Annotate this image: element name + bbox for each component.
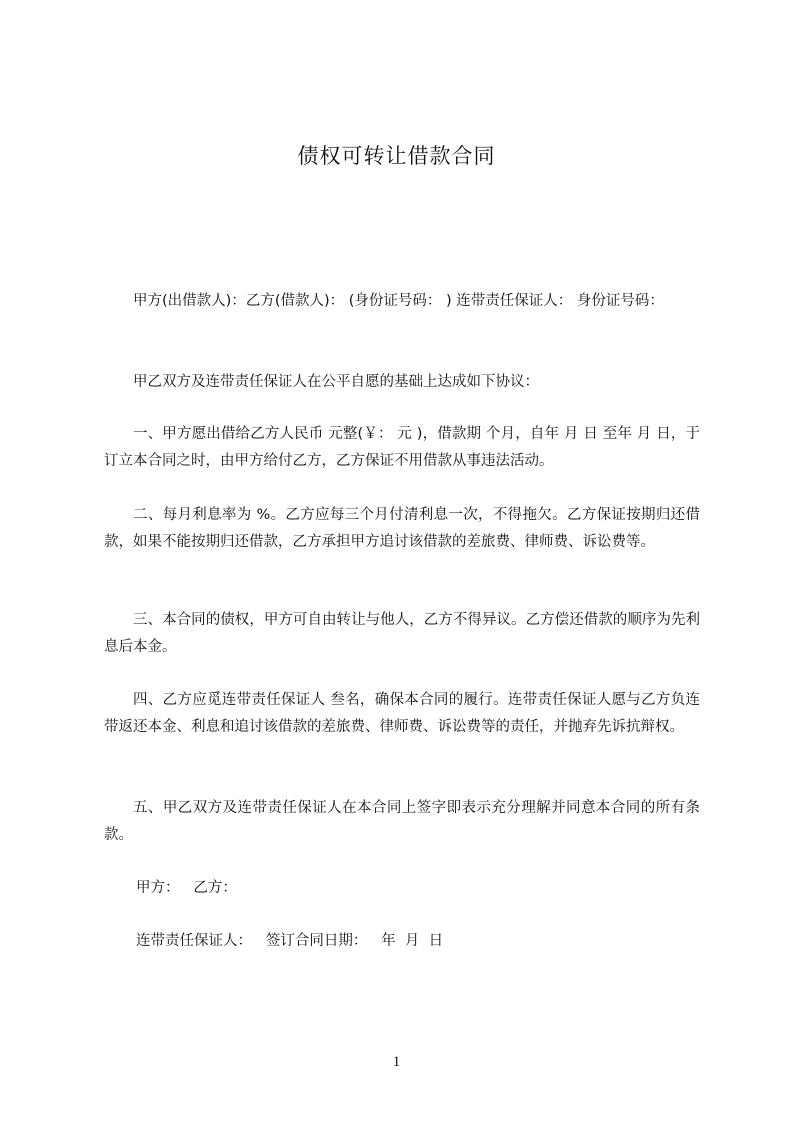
- signature-line-guarantor-date: 连带责任保证人： 签订合同日期： 年 月 日: [136, 933, 444, 949]
- clause-5-paragraph: 五、甲乙双方及连带责任保证人在本合同上签字即表示充分理解并同意本合同的所有条款。: [104, 800, 700, 843]
- signature-line-parties: 甲方： 乙方：: [136, 880, 237, 896]
- intro-paragraph: 甲乙双方及连带责任保证人在公平自愿的基础上达成如下协议：: [133, 374, 539, 390]
- clause-1-paragraph: 一、甲方愿出借给乙方人民币 元整(￥： 元 )，借款期 个月，自年 月 日 至年 月 日，于订立本合同之时，由甲方给付乙方，乙方保证不用借款从事违法活动。: [104, 426, 700, 469]
- clause-2-paragraph: 二、每月利息率为 %。乙方应每三个月付清利息一次，不得拖欠。乙方保证按期归还借款，如果不能按期归还借款，乙方承担甲方追讨该借款的差旅费、律师费、诉讼费等。: [104, 507, 700, 550]
- clause-4-paragraph: 四、乙方应觅连带责任保证人 叁名，确保本合同的履行。连带责任保证人愿与乙方负连带返还本金、利息和追讨该借款的差旅费、律师费、诉讼费等的责任，并抛弃先诉抗辩权。: [104, 692, 700, 735]
- page-number: 1: [392, 1054, 401, 1070]
- clause-3-paragraph: 三、本合同的债权，甲方可自由转让与他人，乙方不得异议。乙方偿还借款的顺序为先利息后本金。: [104, 612, 700, 655]
- document-title: 债权可转让借款合同: [297, 144, 496, 168]
- parties-paragraph: 甲方(出借款人)：乙方(借款人)： (身份证号码： ) 连带责任保证人： 身份证号码：: [133, 293, 664, 309]
